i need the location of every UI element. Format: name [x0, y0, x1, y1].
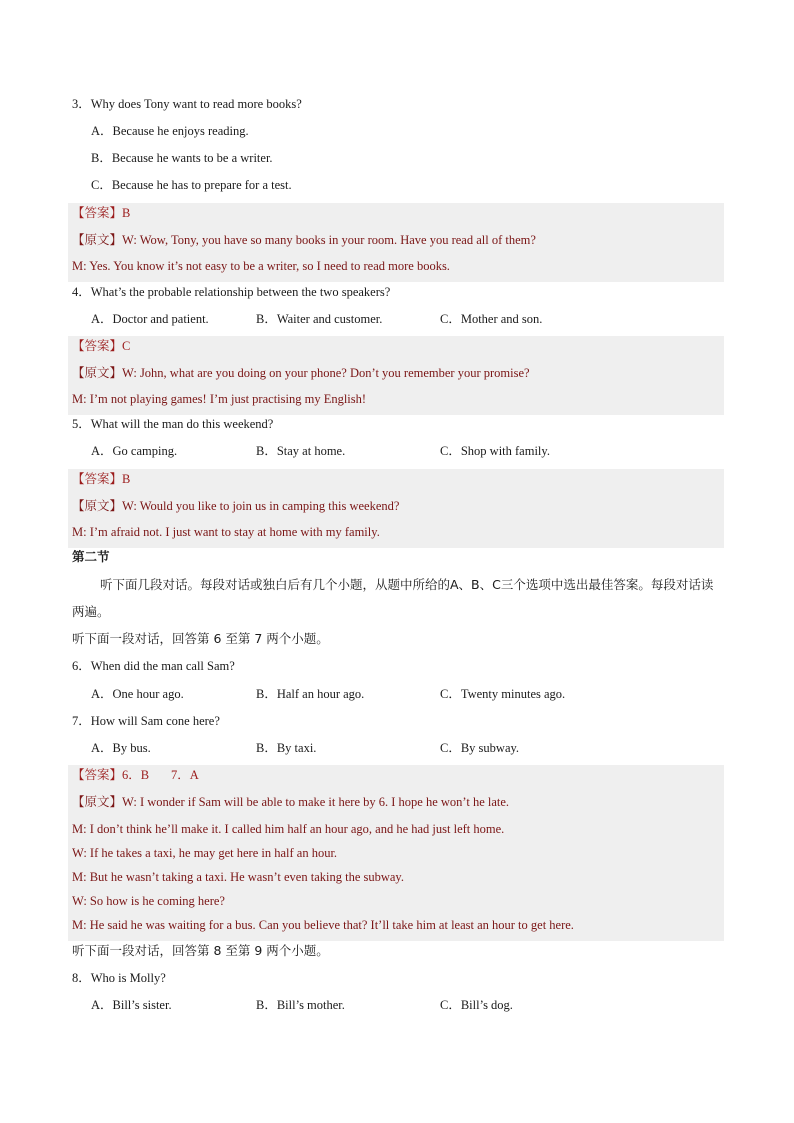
q3-option-c: C．Because he has to prepare for a test.: [91, 178, 292, 192]
answer-tag: 【答案】: [72, 767, 123, 782]
q3-option-b: B．Because he wants to be a writer.: [91, 151, 273, 165]
question-5: 5．What will the man do this weekend?: [72, 417, 274, 431]
q4-transcript-line-2: M: I’m not playing games! I’m just practising my English!: [72, 392, 367, 406]
section-title: 第二节: [72, 549, 110, 564]
transcript-text: W: I wonder if Sam will be able to make it here by 6. I hope he won’t he late.: [122, 795, 510, 809]
q3-transcript-line-2: M: Yes. You know it’s not easy to be a writer, so I need to read more books.: [72, 259, 450, 273]
q4-option-a: A．Doctor and patient.: [91, 312, 209, 326]
intro-8-9: 听下面一段对话，回答第 8 至第 9 两个小题。: [72, 943, 329, 958]
intro-6-7: 听下面一段对话，回答第 6 至第 7 两个小题。: [72, 631, 329, 646]
question-3: 3．Why does Tony want to read more books?: [72, 97, 302, 111]
transcript-tag: 【原文】: [72, 498, 123, 513]
q5-transcript-line-1: [72, 498, 399, 514]
q4-option-b: B．Waiter and customer.: [256, 312, 383, 326]
q7-option-b: B．By taxi.: [256, 741, 317, 755]
q5-transcript-line-2: M: I’m afraid not. I just want to stay at home with my family.: [72, 525, 380, 539]
q6-7-transcript-line-5: W: So how is he coming here?: [72, 894, 225, 908]
q6-7-transcript-line-2: M: I don’t think he’ll make it. I called him half an hour ago, and he had just left home.: [72, 822, 505, 836]
q5-option-b: B．Stay at home.: [256, 444, 346, 458]
question-8: 8．Who is Molly?: [72, 971, 166, 985]
question-7: 7．How will Sam cone here?: [72, 714, 220, 728]
q8-option-b: B．Bill’s mother.: [256, 998, 345, 1012]
q6-7-transcript-line-3: W: If he takes a taxi, he may get here in half an hour.: [72, 846, 338, 860]
answer-value: 6．B 7．A: [122, 768, 199, 782]
answer-tag: 【答案】: [72, 205, 123, 220]
q6-option-a: A．One hour ago.: [91, 687, 184, 701]
q6-7-transcript-line-6: M: He said he was waiting for a bus. Can you believe that? It’ll take him at least an hour to get here.: [72, 918, 574, 932]
answer-tag: 【答案】: [72, 471, 123, 486]
q3-option-a: A．Because he enjoys reading.: [91, 124, 249, 138]
q6-7-answer: [72, 767, 199, 783]
section-instructions: 听下面几段对话。每段对话或独白后有几个小题，从题中所给的A、B、C三个选项中选出最佳答案。每段对话读两遍。: [72, 577, 714, 619]
q6-option-b: B．Half an hour ago.: [256, 687, 365, 701]
q4-option-c: C．Mother and son.: [440, 312, 543, 326]
transcript-text: W: Wow, Tony, you have so many books in your room. Have you read all of them?: [122, 233, 536, 247]
answer-value: C: [122, 339, 131, 353]
q4-answer: [72, 338, 130, 354]
transcript-tag: 【原文】: [72, 365, 123, 380]
q4-transcript-line-1: [72, 365, 530, 381]
q8-option-a: A．Bill’s sister.: [91, 998, 172, 1012]
answer-tag: 【答案】: [72, 338, 123, 353]
q5-option-a: A．Go camping.: [91, 444, 178, 458]
q5-option-c: C．Shop with family.: [440, 444, 550, 458]
q6-option-c: C．Twenty minutes ago.: [440, 687, 566, 701]
transcript-tag: 【原文】: [72, 794, 123, 809]
q6-7-transcript-line-4: M: But he wasn’t taking a taxi. He wasn’t even taking the subway.: [72, 870, 404, 884]
answer-value: B: [122, 206, 131, 220]
transcript-text: W: John, what are you doing on your phone? Don’t you remember your promise?: [122, 366, 530, 380]
question-4: 4．What’s the probable relationship between the two speakers?: [72, 285, 391, 299]
question-6: 6．When did the man call Sam?: [72, 659, 235, 673]
transcript-tag: 【原文】: [72, 232, 123, 247]
q5-answer: [72, 471, 130, 487]
answer-value: B: [122, 472, 131, 486]
q3-transcript-line-1: [72, 232, 536, 248]
q6-7-transcript-line-1: [72, 794, 509, 810]
q8-option-c: C．Bill’s dog.: [440, 998, 513, 1012]
q7-option-c: C．By subway.: [440, 741, 520, 755]
transcript-text: W: Would you like to join us in camping this weekend?: [122, 499, 400, 513]
q3-answer: [72, 205, 130, 221]
q7-option-a: A．By bus.: [91, 741, 151, 755]
